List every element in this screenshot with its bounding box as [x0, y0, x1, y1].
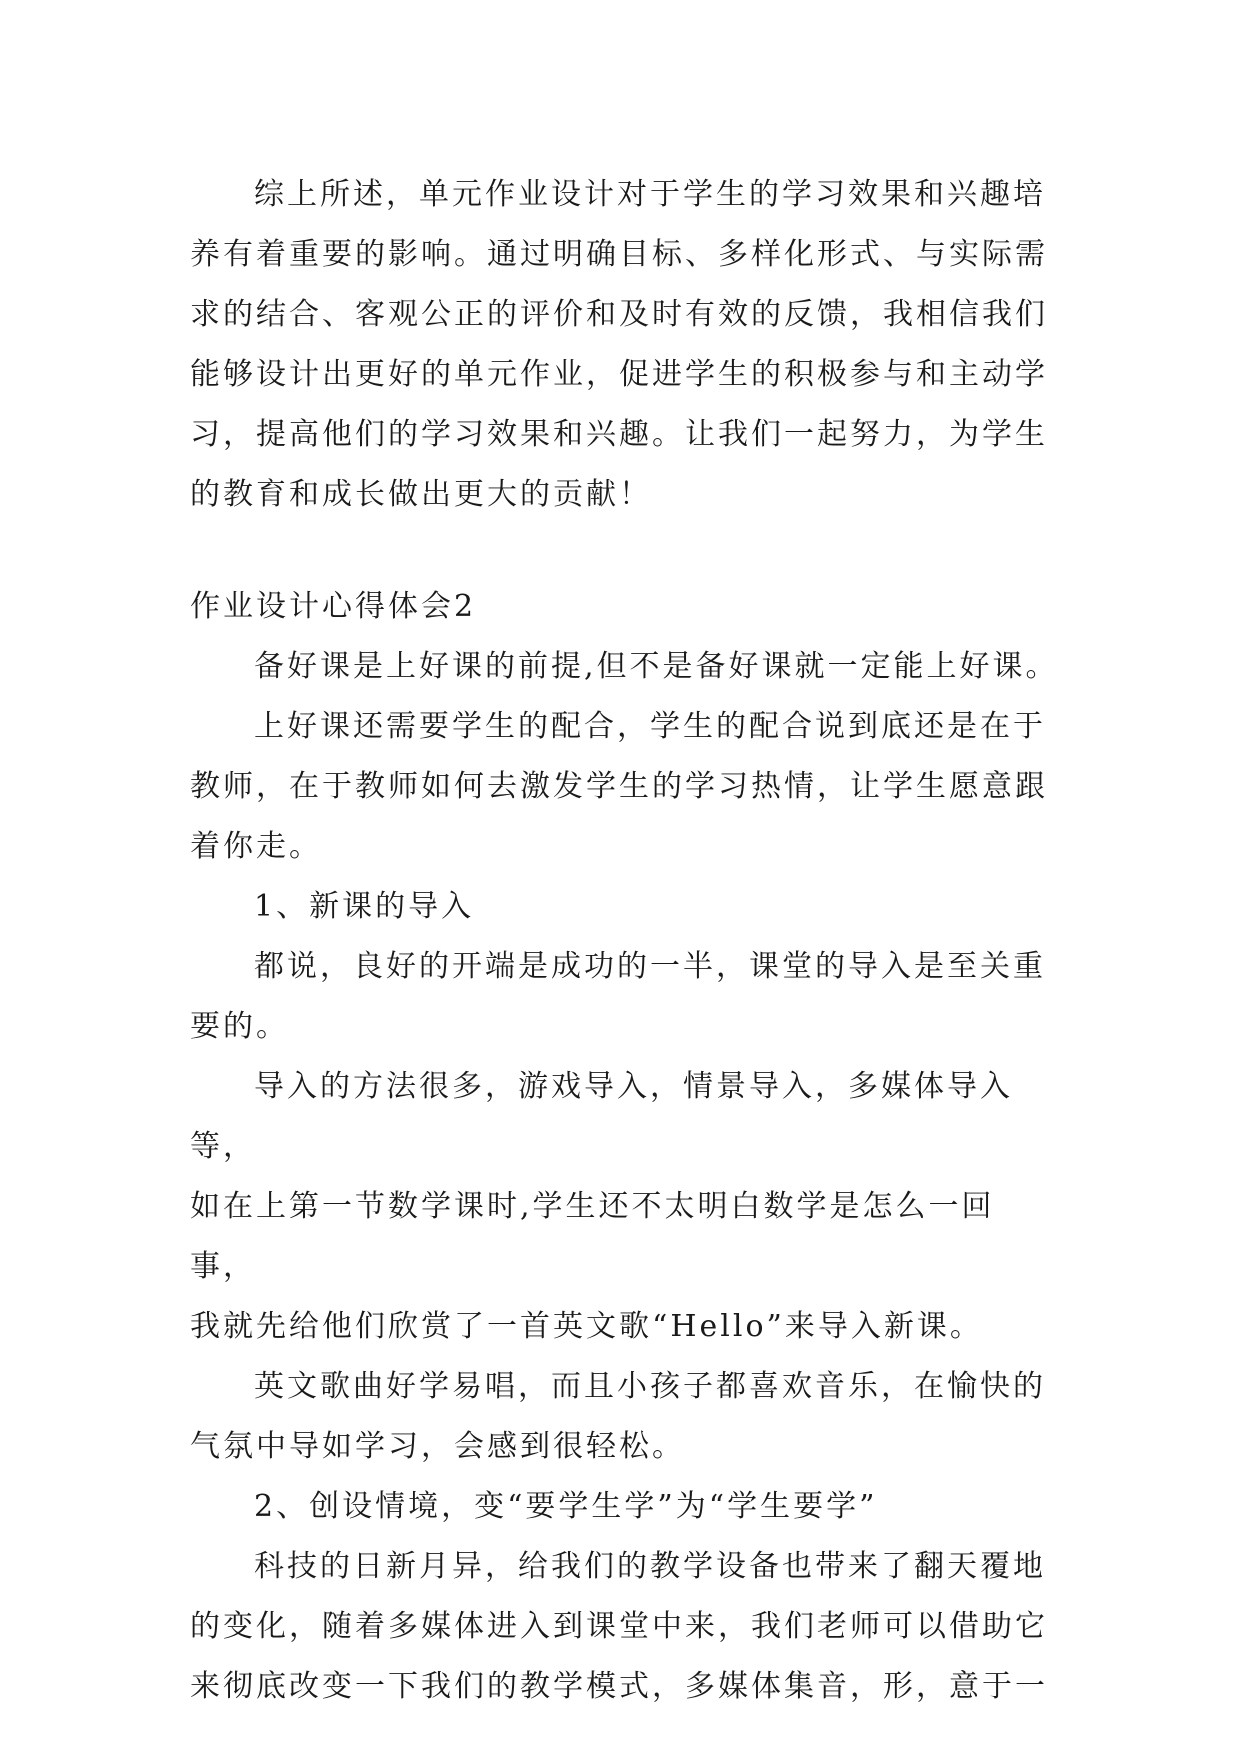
- text-line: 要的。: [190, 1009, 289, 1044]
- text-line: 上好课还需要学生的配合，学生的配合说到底还是在于: [254, 709, 1046, 744]
- text-line: 备好课是上好课的前提,但不是备好课就一定能上好课。: [254, 649, 1059, 684]
- text-line: 都说，良好的开端是成功的一半，课堂的导入是至关重: [254, 949, 1046, 984]
- paragraph-summary: [190, 165, 1060, 525]
- text-line: 1、新课的导入: [254, 889, 475, 924]
- text-line: 综上所述，单元作业设计对于学生的学习效果和兴趣培: [254, 177, 1046, 212]
- paragraph-student-cooperation: [190, 697, 1060, 877]
- subheading-new-lesson-intro: [190, 877, 1060, 937]
- text-line: 的教育和成长做出更大的贡献！: [190, 477, 652, 512]
- text-line: 养有着重要的影响。通过明确目标、多样化形式、与实际需: [190, 237, 1048, 272]
- document-body: [190, 165, 1060, 1717]
- text-line: 的变化，随着多媒体进入到课堂中来，我们老师可以借助它: [190, 1609, 1048, 1644]
- text-line: 来彻底改变一下我们的教学模式，多媒体集音，形，意于一: [190, 1669, 1048, 1704]
- paragraph-intro-methods: [190, 1057, 1060, 1357]
- text-line: 英文歌曲好学易唱，而且小孩子都喜欢音乐，在愉快的: [254, 1369, 1046, 1404]
- text-line: 习，提高他们的学习效果和兴趣。让我们一起努力，为学生: [190, 417, 1048, 452]
- paragraph-lesson-prep: [190, 637, 1060, 697]
- text-line: 如在上第一节数学课时,学生还不太明白数学是怎么一回事，: [190, 1189, 995, 1284]
- section-heading: [190, 577, 1060, 637]
- paragraph-english-song: [190, 1357, 1060, 1477]
- text-line: 能够设计出更好的单元作业，促进学生的积极参与和主动学: [190, 357, 1048, 392]
- text-line: 我就先给他们欣赏了一首英文歌“Hello”来导入新课。: [190, 1309, 983, 1344]
- text-line: 求的结合、客观公正的评价和及时有效的反馈，我相信我们: [190, 297, 1048, 332]
- paragraph-technology: [190, 1537, 1060, 1717]
- text-line: 气氛中导如学习，会感到很轻松。: [190, 1429, 685, 1464]
- heading-text: 作业设计心得体会2: [190, 589, 477, 624]
- text-line: 着你走。: [190, 829, 322, 864]
- text-line: 导入的方法很多，游戏导入，情景导入，多媒体导入等，: [190, 1069, 1013, 1164]
- paragraph-good-start: [190, 937, 1060, 1057]
- text-line: 2、创设情境，变“要学生学”为“学生要学”: [254, 1489, 878, 1524]
- subheading-create-context: [190, 1477, 1060, 1537]
- text-line: 科技的日新月异，给我们的教学设备也带来了翻天覆地: [254, 1549, 1046, 1584]
- text-line: 教师，在于教师如何去激发学生的学习热情，让学生愿意跟: [190, 769, 1048, 804]
